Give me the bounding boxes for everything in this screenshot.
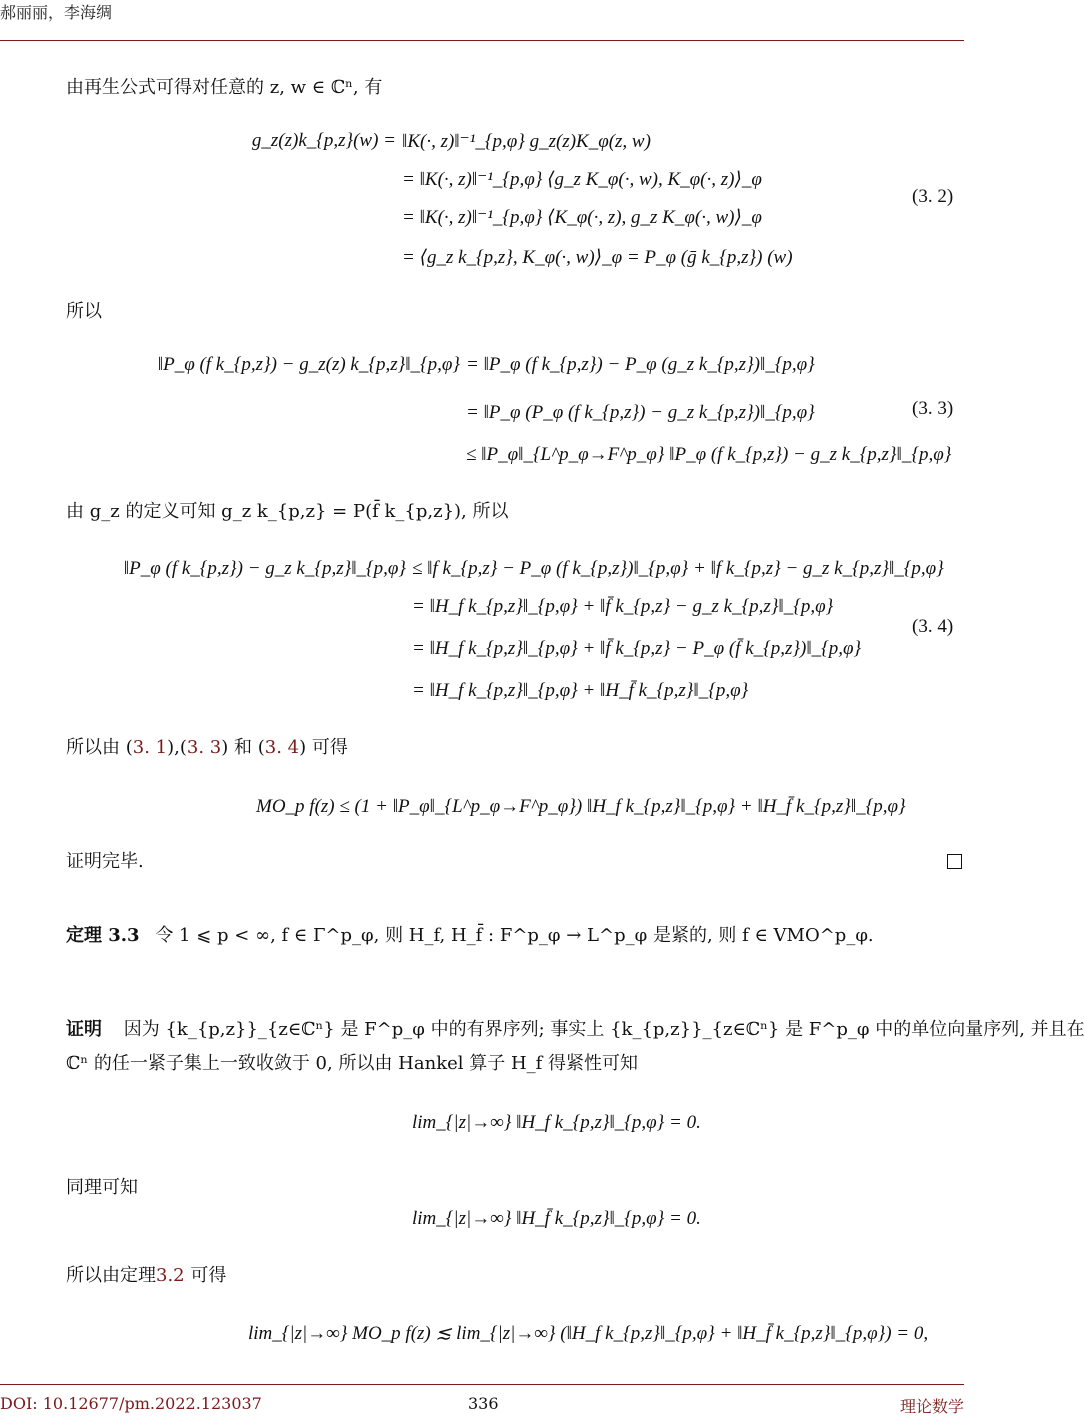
p7-prefix: 所以由定理	[66, 1265, 156, 1286]
qed-square-icon	[947, 854, 962, 869]
header-divider	[0, 40, 964, 41]
running-head-authors: 郝丽丽，李海绸	[0, 3, 113, 22]
by-theorem-sentence	[66, 1262, 226, 1290]
similarly-text: 同理可知	[66, 1177, 138, 1198]
eq-3-3-line3: ≤ ‖P_φ‖_{L^p_φ→F^p_φ} ‖P_φ (f k_{p,z}) − g_z k_{p,z}‖_{p,φ}	[466, 444, 952, 465]
proof-line-1	[66, 1016, 1085, 1044]
eq-3-4-line1: ≤ ‖f k_{p,z} − P_φ (f k_{p,z})‖_{p,φ} + ‖f k_{p,z} − g_z k_{p,z}‖_{p,φ}	[412, 558, 944, 579]
eq-3-4-line2: = ‖H_f k_{p,z}‖_{p,φ} + ‖f̄ k_{p,z} − g_z k_{p,z}‖_{p,φ}	[412, 596, 834, 617]
mo-inequality: MO_p f(z) ≤ (1 + ‖P_φ‖_{L^p_φ→F^p_φ}) ‖H_f k_{p,z}‖_{p,φ} + ‖H_f̄ k_{p,z}‖_{p,φ}	[256, 796, 906, 817]
eq-3-4-lhs: ‖P_φ (f k_{p,z}) − g_z k_{p,z}‖_{p,φ}	[123, 558, 406, 579]
proof-complete-text: 证明完毕.	[66, 851, 144, 872]
theorem-3-3	[66, 922, 874, 950]
p4-mid1: ),(	[167, 737, 187, 758]
proof-line-2: ℂⁿ 的任一紧子集上一致收敛于 0, 所以由 Hankel 算子 H_f 得紧性可知	[66, 1053, 639, 1074]
proof-label: 证明	[66, 1019, 102, 1040]
eq-3-2-line3: = ‖K(·, z)‖⁻¹_{p,φ} ⟨K_φ(·, z), g_z K_φ(·, w)⟩_φ	[402, 207, 762, 228]
eq-3-3-lhs: ‖P_φ (f k_{p,z}) − g_z(z) k_{p,z}‖_{p,φ}	[157, 354, 460, 375]
eq-3-2-line1: ‖K(·, z)‖⁻¹_{p,φ} g_z(z)K_φ(z, w)	[402, 131, 651, 152]
proof-line-1-text: 因为 {k_{p,z}}_{z∈ℂⁿ} 是 F^p_φ 中的有界序列; 事实上 {k_{p,z}}_{z∈ℂⁿ} 是 F^p_φ 中的单位向量序列, 并且在	[123, 1019, 1085, 1040]
theorem-label: 定理 3.3	[66, 925, 140, 946]
therefore-text: 所以	[66, 301, 102, 322]
p4-prefix: 所以由 (	[66, 737, 133, 758]
footer-divider	[0, 1384, 964, 1385]
eq-3-2-line4: = ⟨g_z k_{p,z}, K_φ(·, w)⟩_φ = P_φ (ḡ k_{p,z}) (w)	[402, 247, 793, 268]
eq-3-2-line2: = ‖K(·, z)‖⁻¹_{p,φ} ⟨g_z K_φ(·, w), K_φ(·, z)⟩_φ	[402, 169, 762, 190]
eq-3-3-line2: = ‖P_φ (P_φ (f k_{p,z}) − g_z k_{p,z})‖_{p,φ}	[466, 402, 815, 423]
eq-3-3-line1: = ‖P_φ (f k_{p,z}) − P_φ (g_z k_{p,z})‖_{p,φ}	[466, 354, 815, 375]
p4-mid2: ) 和 (	[221, 737, 265, 758]
p7-suffix: 可得	[184, 1265, 227, 1286]
ref-eq-3-4-link[interactable]: 3. 4	[264, 737, 300, 758]
ref-theorem-3-2-link[interactable]: 3.2	[156, 1265, 185, 1286]
journal-name: 理论数学	[899, 1397, 964, 1416]
intro-sentence: 由再生公式可得对任意的 z, w ∈ ℂⁿ, 有	[66, 77, 383, 98]
eq-3-2-lhs: g_z(z)k_{p,z}(w) =	[251, 130, 396, 151]
eq-3-3-number: (3. 3)	[912, 398, 954, 419]
page-number: 336	[468, 1394, 499, 1413]
eq-3-4-number: (3. 4)	[912, 616, 954, 637]
ref-eq-3-1-link[interactable]: 3. 1	[132, 737, 168, 758]
doi-link[interactable]: DOI: 10.12677/pm.2022.123037	[0, 1394, 262, 1413]
p4-suffix: ) 可得	[299, 737, 348, 758]
limit-equation-hf: lim_{|z|→∞} ‖H_f k_{p,z}‖_{p,φ} = 0.	[412, 1112, 701, 1133]
eq-3-2-number: (3. 2)	[912, 186, 954, 207]
combined-references-sentence	[66, 734, 348, 762]
final-limit-equation: lim_{|z|→∞} MO_p f(z) ≲ lim_{|z|→∞} (‖H_f k_{p,z}‖_{p,φ} + ‖H_f̄ k_{p,z}‖_{p,φ}) = 0,	[248, 1323, 929, 1344]
eq-3-4-line3: = ‖H_f k_{p,z}‖_{p,φ} + ‖f̄ k_{p,z} − P_φ (f̄ k_{p,z})‖_{p,φ}	[412, 638, 862, 659]
limit-equation-hfbar: lim_{|z|→∞} ‖H_f̄ k_{p,z}‖_{p,φ} = 0.	[412, 1208, 701, 1229]
definition-sentence: 由 g_z 的定义可知 g_z k_{p,z} = P(f̄ k_{p,z}), 所以	[66, 501, 509, 522]
theorem-statement: 令 1 ⩽ p < ∞, f ∈ Γ^p_φ, 则 H_f, H_f̄ : F^p_φ → L^p_φ 是紧的, 则 f ∈ VMO^p_φ.	[155, 925, 874, 946]
eq-3-4-line4: = ‖H_f k_{p,z}‖_{p,φ} + ‖H_f̄ k_{p,z}‖_{p,φ}	[412, 680, 749, 701]
ref-eq-3-3-link[interactable]: 3. 3	[186, 737, 222, 758]
